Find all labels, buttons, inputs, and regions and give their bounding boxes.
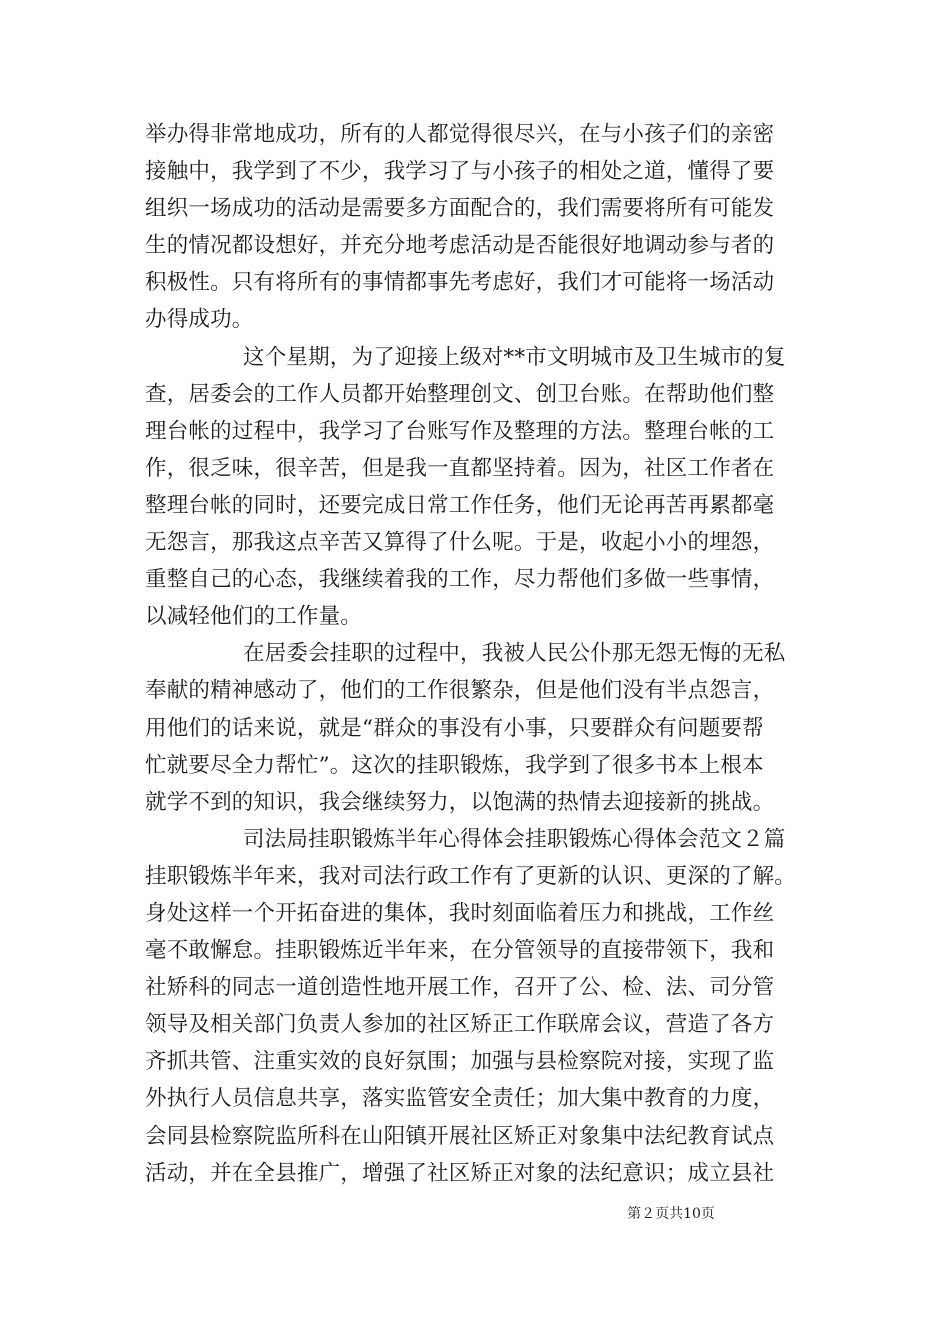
text-line: 用他们的话来说，就是“群众的事没有小事，只要群众有问题要帮 bbox=[145, 715, 764, 741]
section-title-line: 司法局挂职锻炼半年心得体会挂职锻炼心得体会范文２篇 bbox=[243, 826, 786, 852]
text-line: 理台帐的过程中，我学习了台账写作及整理的方法。整理台帐的工 bbox=[145, 418, 775, 444]
text-line: 生的情况都设想好，并充分地考虑活动是否能很好地调动参与者的 bbox=[145, 233, 775, 259]
text-line: 奉献的精神感动了，他们的工作很繁杂，但是他们没有半点怨言， bbox=[145, 678, 775, 704]
text-line: 领导及相关部门负责人参加的社区矫正工作联席会议，营造了各方 bbox=[145, 1012, 775, 1038]
text-line: 外执行人员信息共享，落实监管安全责任；加大集中教育的力度， bbox=[145, 1086, 775, 1112]
text-line: 毫不敢懈怠。挂职锻炼近半年来，在分管领导的直接带领下，我和 bbox=[145, 938, 775, 964]
text-line: 以减轻他们的工作量。 bbox=[145, 604, 363, 630]
paragraph-start-line: 在居委会挂职的过程中，我被人民公仆那无怨无悔的无私 bbox=[243, 641, 786, 667]
text-line: 组织一场成功的活动是需要多方面配合的，我们需要将所有可能发 bbox=[145, 196, 775, 222]
text-line: 举办得非常地成功，所有的人都觉得很尽兴，在与小孩子们的亲密 bbox=[145, 122, 775, 147]
text-line: 办得成功。 bbox=[145, 307, 254, 333]
page-footer bbox=[0, 1204, 950, 1224]
document-body bbox=[145, 116, 817, 1192]
text-line: 查，居委会的工作人员都开始整理创文、创卫台账。在帮助他们整 bbox=[145, 381, 775, 407]
text-line: 就学不到的知识，我会继续努力，以饱满的热情去迎接新的挑战。 bbox=[145, 789, 775, 815]
text-line: 活动，并在全县推广，增强了社区矫正对象的法纪意识；成立县社 bbox=[145, 1160, 775, 1186]
text-line: 忙就要尽全力帮忙”。这次的挂职锻炼，我学到了很多书本上根本 bbox=[145, 752, 764, 778]
paragraph-start-line: 这个星期，为了迎接上级对**市文明城市及卫生城市的复 bbox=[243, 344, 786, 370]
text-line: 无怨言，那我这点辛苦又算得了什么呢。于是，收起小小的埋怨， bbox=[145, 530, 775, 556]
page-number: 第２页共10页 bbox=[627, 1206, 715, 1222]
text-line: 积极性。只有将所有的事情都事先考虑好，我们才可能将一场活动 bbox=[145, 270, 775, 296]
text-line: 社矫科的同志一道创造性地开展工作，召开了公、检、法、司分管 bbox=[145, 975, 775, 1001]
text-line: 齐抓共管、注重实效的良好氛围；加强与县检察院对接，实现了监 bbox=[145, 1049, 775, 1075]
text-line: 接触中，我学到了不少，我学习了与小孩子的相处之道，懂得了要 bbox=[145, 159, 775, 185]
text-line: 挂职锻炼半年来，我对司法行政工作有了更新的认识、更深的了解。 bbox=[145, 863, 797, 889]
text-line: 整理台帐的同时，还要完成日常工作任务，他们无论再苦再累都毫 bbox=[145, 492, 775, 518]
text-line: 重整自己的心态，我继续着我的工作，尽力帮他们多做一些事情， bbox=[145, 567, 775, 593]
text-line: 会同县检察院监所科在山阳镇开展社区矫正对象集中法纪教育试点 bbox=[145, 1123, 775, 1149]
text-line: 身处这样一个开拓奋进的集体，我时刻面临着压力和挑战，工作丝 bbox=[145, 900, 775, 926]
text-line: 作，很乏味，很辛苦，但是我一直都坚持着。因为，社区工作者在 bbox=[145, 455, 775, 481]
